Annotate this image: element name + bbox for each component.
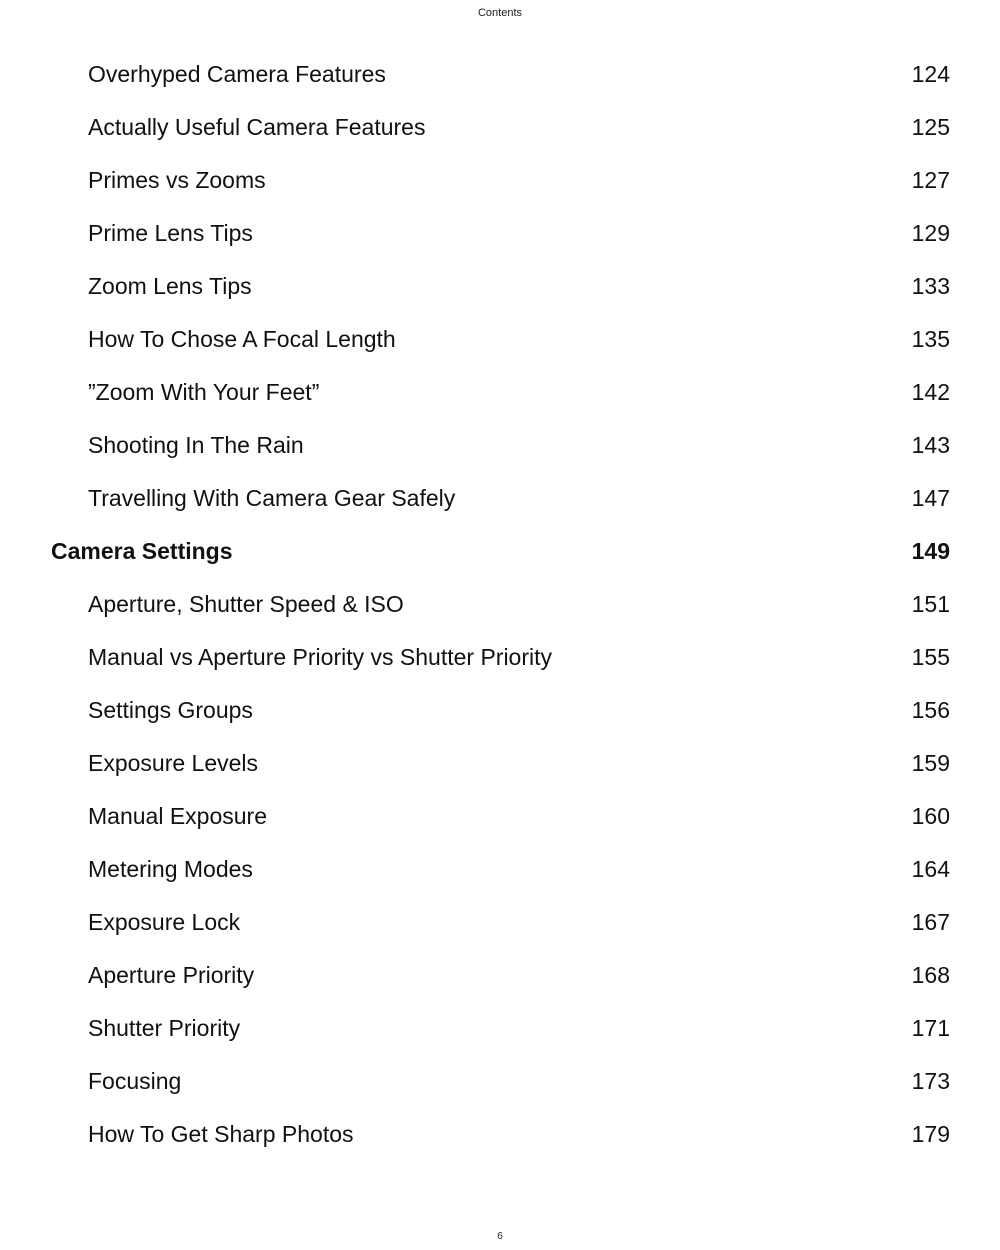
- toc-entry[interactable]: [0, 843, 1000, 896]
- toc-entry-title: Focusing: [88, 1068, 182, 1094]
- toc-entry[interactable]: [0, 48, 1000, 101]
- toc-entry-page: 129: [911, 220, 950, 246]
- toc-entry[interactable]: [0, 631, 1000, 684]
- toc-entry-page: 168: [911, 962, 950, 988]
- toc-section-heading[interactable]: [0, 525, 1000, 578]
- toc-entry-title: Metering Modes: [88, 856, 253, 882]
- toc-entry-page: 167: [911, 909, 950, 935]
- toc-entry[interactable]: [0, 207, 1000, 260]
- toc-entry-title: Overhyped Camera Features: [88, 61, 386, 87]
- toc-entry-title: Shooting In The Rain: [88, 432, 304, 458]
- toc-entry[interactable]: [0, 896, 1000, 949]
- toc-entry-page: 155: [911, 644, 950, 670]
- toc-entry[interactable]: [0, 737, 1000, 790]
- toc-section-title: Camera Settings: [51, 538, 233, 564]
- toc-entry[interactable]: [0, 684, 1000, 737]
- toc-entry[interactable]: [0, 154, 1000, 207]
- toc-entry-page: 159: [911, 750, 950, 776]
- toc-entry-title: Shutter Priority: [88, 1015, 241, 1041]
- toc-entry-title: Actually Useful Camera Features: [88, 114, 426, 140]
- toc-entry-title: Prime Lens Tips: [88, 220, 253, 246]
- toc-entry-page: 160: [911, 803, 950, 829]
- toc-section-page: 149: [911, 538, 950, 564]
- toc-entry-title: ”Zoom With Your Feet”: [88, 379, 320, 405]
- toc-entry[interactable]: [0, 101, 1000, 154]
- toc-entry-title: Exposure Lock: [88, 909, 241, 935]
- toc-entry[interactable]: [0, 419, 1000, 472]
- table-of-contents: [0, 48, 1000, 1161]
- toc-entry-page: 171: [911, 1015, 950, 1041]
- toc-entry-page: 133: [911, 273, 950, 299]
- toc-entry-page: 124: [911, 61, 950, 87]
- toc-entry[interactable]: [0, 1055, 1000, 1108]
- toc-entry-title: Manual Exposure: [88, 803, 267, 829]
- toc-entry-page: 143: [911, 432, 950, 458]
- page-number: 6: [497, 1231, 503, 1242]
- toc-entry[interactable]: [0, 1002, 1000, 1055]
- toc-entry[interactable]: [0, 366, 1000, 419]
- toc-entry[interactable]: [0, 313, 1000, 366]
- toc-entry-page: 127: [911, 167, 950, 193]
- toc-entry[interactable]: [0, 260, 1000, 313]
- toc-entry-page: 125: [911, 114, 950, 140]
- toc-entry-title: Aperture Priority: [88, 962, 255, 988]
- toc-entry-page: 135: [911, 326, 950, 352]
- toc-entry-title: Primes vs Zooms: [88, 167, 266, 193]
- toc-entry-title: Zoom Lens Tips: [88, 273, 252, 299]
- toc-entry[interactable]: [0, 578, 1000, 631]
- toc-entry-title: Manual vs Aperture Priority vs Shutter Priority: [88, 644, 552, 670]
- toc-entry-page: 173: [911, 1068, 950, 1094]
- toc-entry-title: Travelling With Camera Gear Safely: [88, 485, 456, 511]
- toc-entry-page: 156: [911, 697, 950, 723]
- toc-entry-page: 142: [911, 379, 950, 405]
- toc-entry-page: 164: [911, 856, 950, 882]
- running-header: Contents: [477, 7, 523, 19]
- toc-entry[interactable]: [0, 1108, 1000, 1161]
- toc-entry-page: 151: [911, 591, 950, 617]
- toc-entry-title: Settings Groups: [88, 697, 253, 723]
- toc-entry-page: 179: [911, 1121, 950, 1147]
- toc-entry-page: 147: [911, 485, 950, 511]
- toc-entry-title: How To Get Sharp Photos: [88, 1121, 354, 1147]
- toc-entry[interactable]: [0, 790, 1000, 843]
- toc-entry[interactable]: [0, 472, 1000, 525]
- toc-entry-title: How To Chose A Focal Length: [88, 326, 396, 352]
- toc-entry-title: Exposure Levels: [88, 750, 259, 776]
- toc-entry-title: Aperture, Shutter Speed & ISO: [88, 591, 404, 617]
- toc-entry[interactable]: [0, 949, 1000, 1002]
